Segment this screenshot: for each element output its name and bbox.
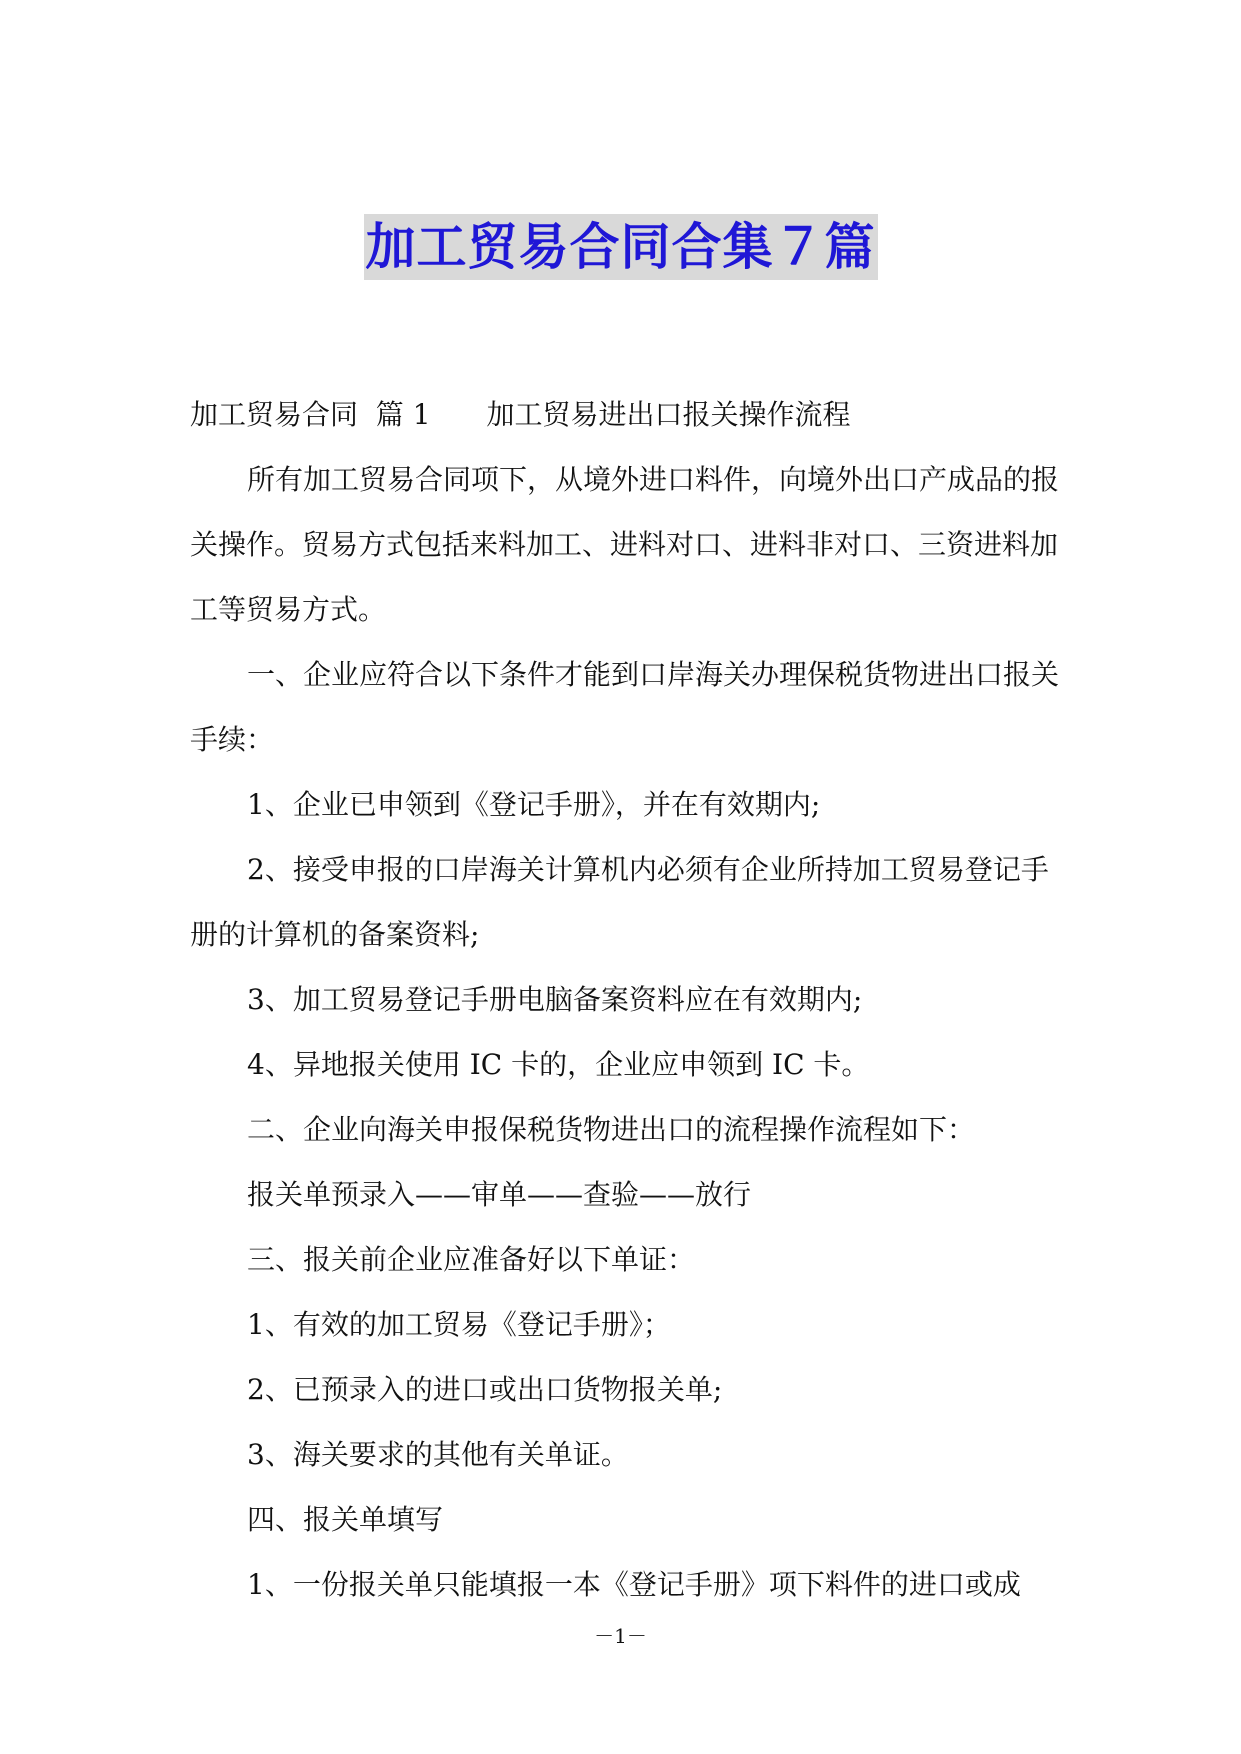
paragraph: 四、报关单填写 [247,1503,444,1536]
section-heading [190,382,1060,447]
title-block [0,214,1241,280]
section-heading-left: 加工贸易合同 篇 1 [190,398,431,431]
paragraph: 1、企业已申领到《登记手册》，并在有效期内; [247,788,821,821]
paragraph: 2、已预录入的进口或出口货物报关单; [247,1373,723,1406]
paragraph: 3、加工贸易登记手册电脑备案资料应在有效期内; [247,983,863,1016]
paragraph: 三、报关前企业应准备好以下单证： [247,1243,696,1276]
paragraph: 报关单预录入——审单——查验——放行 [247,1178,752,1211]
paragraph: 二、企业向海关申报保税货物进出口的流程操作流程如下： [247,1113,976,1146]
section-heading-right: 加工贸易进出口报关操作流程 [486,398,851,431]
page-footer [0,1624,1241,1648]
paragraph: 2、接受申报的口岸海关计算机内必须有企业所持加工贸易登记手册的计算机的备案资料; [190,853,1049,951]
paragraph: 4、异地报关使用 IC 卡的，企业应申领到 IC 卡。 [247,1048,870,1081]
page-number: －1－ [594,1624,647,1648]
paragraph: 3、海关要求的其他有关单证。 [247,1438,629,1471]
document-title: 加工贸易合同合集７篇 [364,214,878,280]
paragraph: 1、有效的加工贸易《登记手册》； [247,1308,671,1341]
paragraph: 1、一份报关单只能填报一本《登记手册》项下料件的进口或成 [247,1568,1021,1601]
paragraph: 一、企业应符合以下条件才能到口岸海关办理保税货物进出口报关手续： [190,658,1060,756]
paragraph: 所有加工贸易合同项下，从境外进口料件，向境外出口产成品的报关操作。贸易方式包括来料加工、进料对口、进料非对口、三资进料加工等贸易方式。 [190,463,1060,626]
document-body [190,382,1060,1617]
